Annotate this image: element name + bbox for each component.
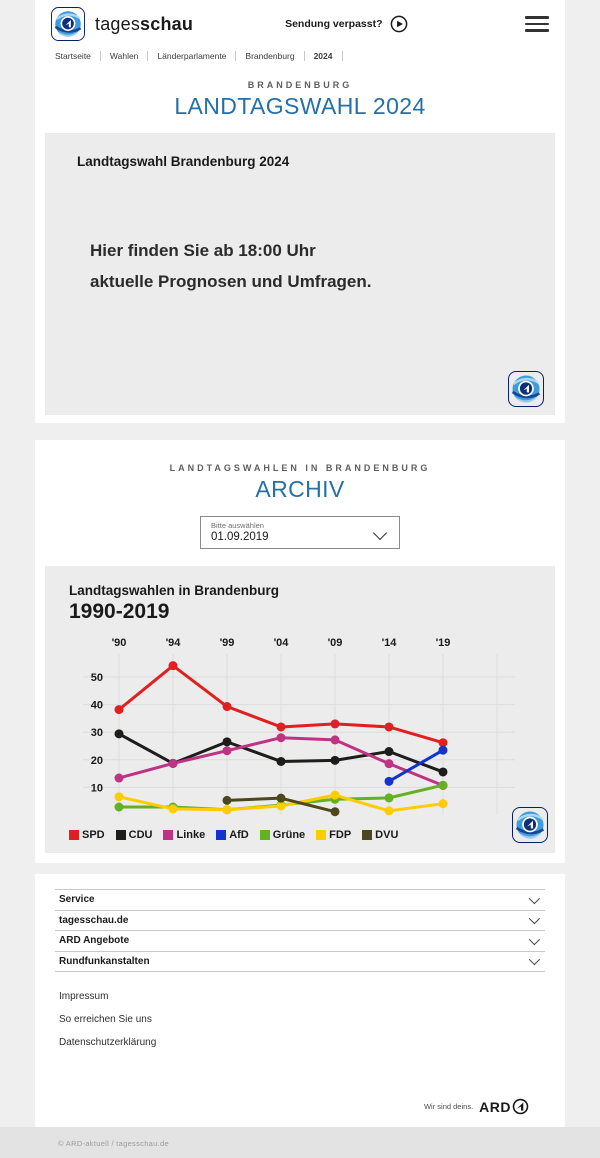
- legend-item-spd: [69, 829, 105, 841]
- election-teaser-box: [45, 133, 555, 415]
- archive-card: [35, 440, 565, 863]
- legend-swatch: [260, 830, 270, 840]
- svg-text:'94: '94: [165, 637, 181, 649]
- accordion-rundfunkanstalten[interactable]: Rundfunkanstalten: [55, 952, 545, 973]
- chevron-down-icon: [529, 934, 540, 945]
- svg-text:20: 20: [90, 754, 103, 767]
- play-icon: [390, 15, 408, 33]
- chart-title: Landtagswahlen in Brandenburg: [69, 583, 280, 598]
- copyright-text: © ARD-aktuell / tagesschau.de: [58, 1139, 169, 1148]
- tagesschau-logo[interactable]: [51, 7, 193, 41]
- svg-text:'19: '19: [435, 637, 451, 649]
- svg-text:'99: '99: [219, 637, 235, 649]
- accordion-service[interactable]: Service: [55, 890, 545, 911]
- legend-item-dvu: [362, 829, 398, 841]
- site-header: [35, 0, 565, 44]
- breadcrumb: [35, 44, 565, 69]
- accordion-ard-angebote[interactable]: ARD Angebote: [55, 931, 545, 952]
- election-history-chart: [45, 566, 555, 853]
- legend-swatch: [316, 830, 326, 840]
- chevron-down-icon: [529, 954, 540, 965]
- link-kontakt[interactable]: So erreichen Sie uns: [59, 1014, 152, 1025]
- breadcrumb-wahlen[interactable]: Wahlen: [101, 51, 149, 61]
- legend-item-afd: [216, 829, 249, 841]
- link-impressum[interactable]: Impressum: [59, 991, 109, 1002]
- teaser-heading: Landtagswahl Brandenburg 2024: [77, 154, 290, 169]
- line-chart: [69, 632, 531, 824]
- legend-item-fdp: [316, 829, 351, 841]
- teaser-text: Hier finden Sie ab 18:00 Uhr aktuelle Prognosen und Umfragen.: [90, 241, 372, 292]
- footer-card: [35, 874, 565, 1127]
- svg-text:40: 40: [90, 699, 103, 712]
- legend-label: CDU: [128, 829, 153, 841]
- ard-logo: ARD: [479, 1098, 529, 1115]
- legend-label: Linke: [176, 829, 206, 841]
- chevron-down-icon: [529, 893, 540, 904]
- chevron-down-icon: [529, 913, 540, 924]
- bottom-bar: [0, 1127, 600, 1158]
- svg-text:'04: '04: [273, 637, 289, 649]
- breadcrumb-2024[interactable]: 2024: [305, 51, 343, 61]
- accordion-tagesschau-de[interactable]: tagesschau.de: [55, 911, 545, 932]
- legend-swatch: [163, 830, 173, 840]
- chart-legend: [69, 829, 531, 841]
- chart-subtitle: 1990-2019: [69, 600, 170, 623]
- archive-kicker: LANDTAGSWAHLEN IN BRANDENBURG: [169, 463, 431, 473]
- hero-kicker: BRANDENBURG: [247, 80, 353, 90]
- hamburger-menu-icon[interactable]: [525, 12, 549, 36]
- breadcrumb-startseite[interactable]: Startseite: [55, 51, 101, 61]
- svg-text:10: 10: [90, 782, 103, 795]
- ard-globe-icon: [508, 371, 544, 407]
- legend-swatch: [216, 830, 226, 840]
- legend-label: AfD: [229, 829, 249, 841]
- legend-label: FDP: [329, 829, 352, 841]
- legend-label: SPD: [82, 829, 105, 841]
- legend-swatch: [116, 830, 126, 840]
- ard-claim-text: Wir sind deins.: [423, 1102, 474, 1111]
- missed-broadcast-label: Sendung verpasst?: [285, 18, 383, 30]
- svg-text:'90: '90: [111, 637, 127, 649]
- tagesschau-globe-icon: [51, 7, 85, 41]
- breadcrumb-laenderparlamente[interactable]: Länderparlamente: [148, 51, 236, 61]
- svg-text:'14: '14: [381, 637, 397, 649]
- legend-swatch: [69, 830, 79, 840]
- legend-item-linke: [163, 829, 205, 841]
- legend-label: Grüne: [272, 829, 306, 841]
- brand-wordmark: tagesschau: [95, 13, 194, 34]
- legend-label: DVU: [375, 829, 399, 841]
- ard-globe-icon: [512, 807, 548, 843]
- archive-title: ARCHIV: [255, 476, 345, 502]
- link-datenschutz[interactable]: Datenschutzerklärung: [59, 1037, 157, 1048]
- select-label: Bitte auswählen: [211, 521, 264, 530]
- election-date-select[interactable]: [200, 516, 400, 549]
- legend-swatch: [362, 830, 372, 840]
- svg-text:30: 30: [90, 727, 103, 740]
- missed-broadcast-button[interactable]: [285, 15, 407, 33]
- svg-text:'09: '09: [327, 637, 343, 649]
- svg-text:50: 50: [90, 672, 103, 684]
- footer-accordion: [55, 889, 545, 972]
- footer-links: [55, 985, 545, 1054]
- breadcrumb-brandenburg[interactable]: Brandenburg: [236, 51, 304, 61]
- legend-item-cdu: [116, 829, 153, 841]
- header-card: [35, 0, 565, 423]
- page-title: LANDTAGSWAHL 2024: [174, 93, 426, 119]
- legend-item-grüne: [260, 829, 305, 841]
- select-value: 01.09.2019: [211, 531, 269, 543]
